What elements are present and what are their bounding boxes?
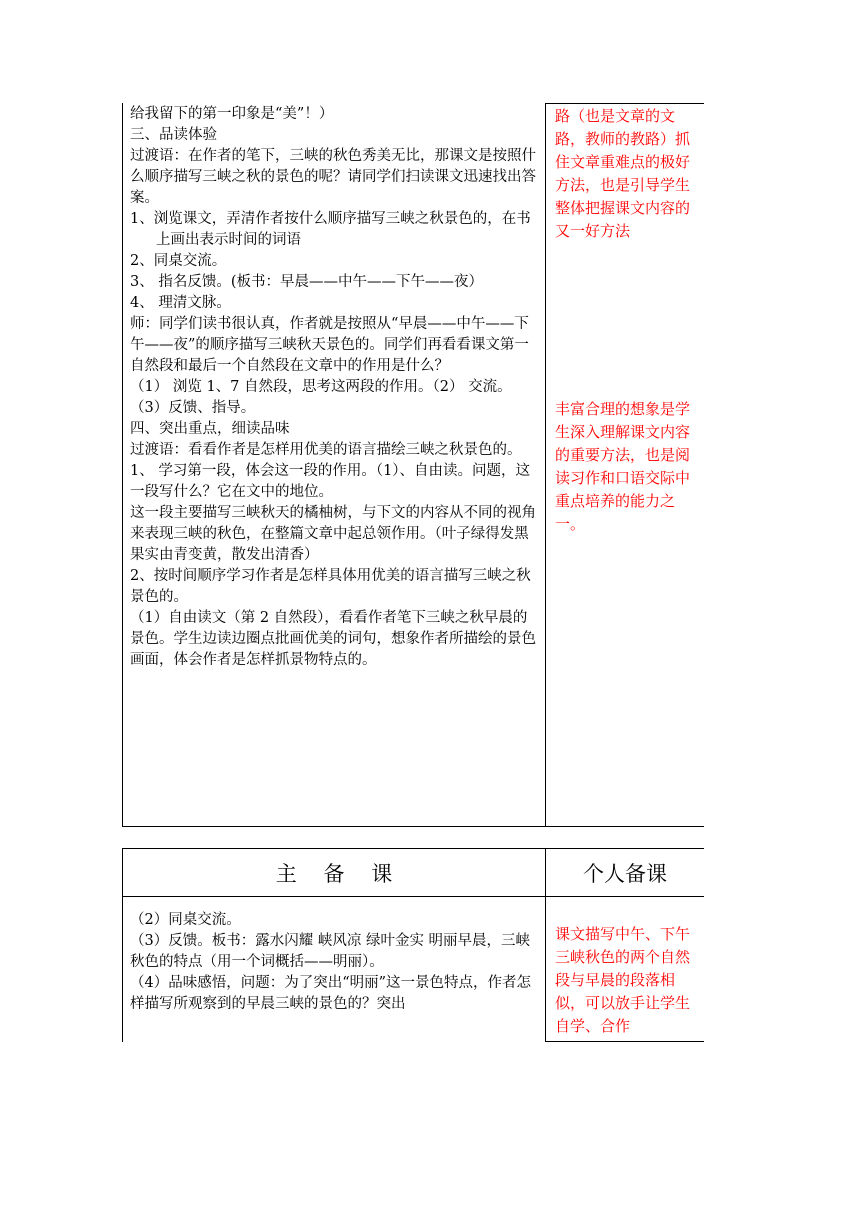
text-paragraph: 过渡语：看看作者是怎样用优美的语言描绘三峡之秋景色的。 [130, 442, 522, 458]
text-paragraph: （1）自由读文（第 2 自然段），看看作者笔下三峡之秋早晨的景色。学生边读边圈点批画优美的词句，想象作者所描绘的景色画面，体会作者是怎样抓景物特点的。 [130, 610, 536, 668]
text-paragraph: （4）品味感悟，问题：为了突出“明丽”这一景色特点，作者怎样描写所观察到的早晨三峡的景色的？突出 [130, 975, 532, 1012]
table2-note-bottom-border [546, 1041, 704, 1042]
list-item: 4、 理清文脉。 [130, 295, 231, 311]
table2-header-bottom-border [122, 896, 704, 897]
table1-top-border-right [546, 103, 704, 104]
table1-bottom-border [122, 826, 704, 827]
list-item: 2、同桌交流。 [130, 253, 227, 269]
text-line: 给我留下的第一印象是“美”！） [130, 106, 334, 122]
section-heading: 四、突出重点，细读品味 [130, 421, 290, 437]
table2-note: 课文描写中午、下午三峡秋色的两个自然段与早晨的段落相似，可以放手让学生自学、合作 [555, 925, 691, 1035]
header-main-prep: 主 备 课 [275, 861, 393, 886]
table2-main-text [130, 910, 540, 1015]
text-paragraph: 2、按时间顺序学习作者是怎样具体用优美的语言描写三峡之秋景色的。 [130, 568, 531, 605]
table1-note-2: 丰富合理的想象是学生深入理解课文内容的重要方法，也是阅读习作和口语交际中重点培养的能力之一。 [555, 400, 691, 533]
list-item: 3、 指名反馈。(板书：早晨——中午——下午——夜） [130, 274, 483, 290]
list-item: 1、浏览课文，弄清作者按什么顺序描写三峡之秋景色的，在书上画出表示时间的词语 [130, 211, 531, 248]
table1-main-text [130, 104, 540, 671]
text-paragraph: （3）反馈。板书：露水闪耀 峡风凉 绿叶金实 明丽早晨，三峡秋色的特点（用一个词概括——明丽）。 [130, 933, 531, 970]
text-paragraph: 这一段主要描写三峡秋天的橘柚树，与下文的内容从不同的视角来表现三峡的秋色，在整篇文章中起总领作用。（叶子绿得发黑 果实由青变黄，散发出清香） [130, 505, 536, 563]
text-paragraph: 过渡语：在作者的笔下，三峡的秋色秀美无比，那课文是按照什么顺序描写三峡之秋的景色的呢？请同学们扫读课文迅速找出答案。 [130, 148, 536, 206]
text-line: （3）反馈、指导。 [130, 400, 256, 416]
table1-divider [545, 103, 546, 827]
table1-left-border [122, 103, 123, 827]
text-paragraph: （1） 浏览 1、7 自然段，思考这两段的作用。（2） 交流。 [130, 379, 512, 395]
table1-note-1: 路（也是文章的文路，教师的教路）抓住文章重难点的极好方法，也是引导学生整体把握课文内容的又一好方法 [555, 107, 691, 240]
header-personal-prep: 个人备课 [583, 861, 667, 886]
text-paragraph: 师：同学们读书很认真，作者就是按照从“早晨——中午——下午——夜”的顺序描写三峡秋天景色的。同学们再看看课文第一自然段和最后一个自然段在文章中的作用是什么？ [130, 316, 529, 374]
section-heading: 三、品读体验 [130, 127, 217, 143]
text-line: （2）同桌交流。 [130, 912, 241, 928]
text-paragraph: 1、 学习第一段，体会这一段的作用。（1）、自由读。问题，这一段写什么？它在文中的地位。 [130, 463, 531, 500]
